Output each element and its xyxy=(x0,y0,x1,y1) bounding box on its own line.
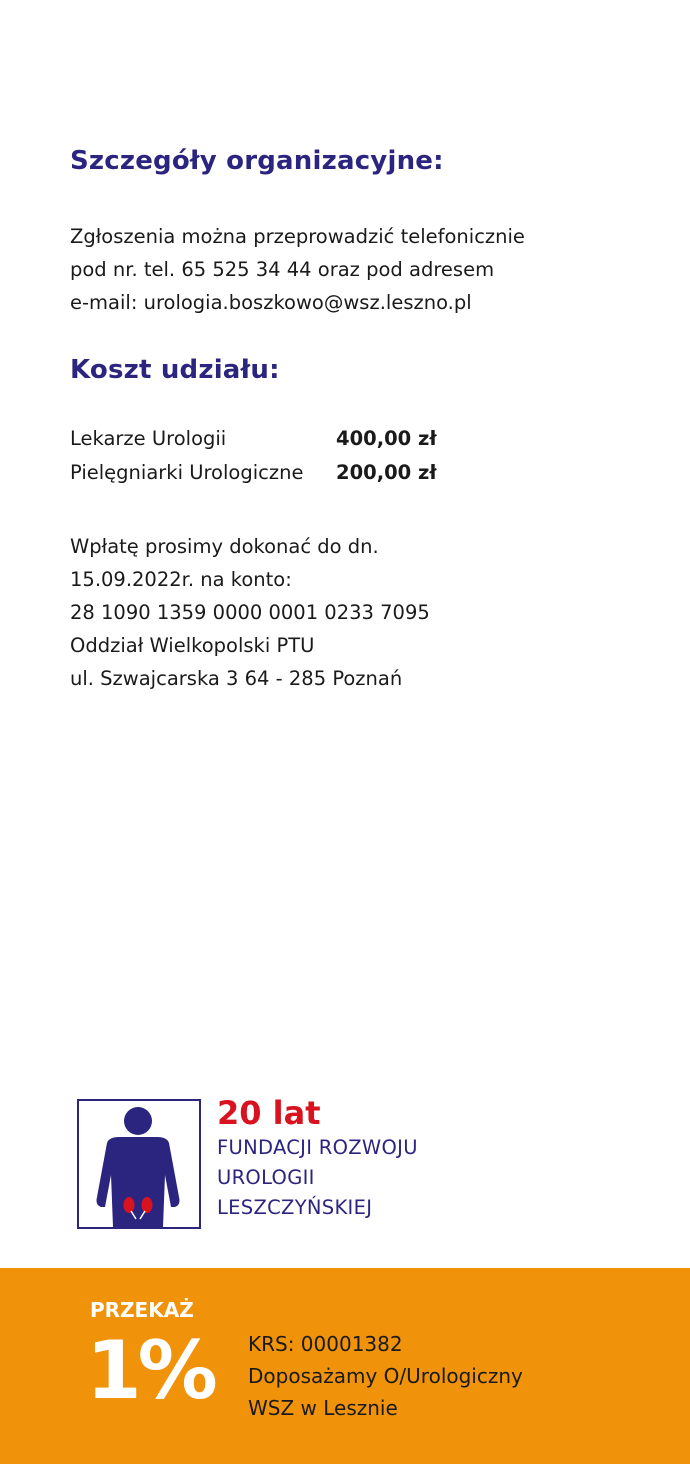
payment-line: ul. Szwajcarska 3 64 - 285 Poznań xyxy=(70,667,403,690)
footer-line: WSZ w Lesznie xyxy=(248,1396,398,1420)
human-figure-kidneys-icon xyxy=(79,1101,199,1227)
payment-line: 15.09.2022r. na konto: xyxy=(70,568,292,591)
cost-label: Pielęgniarki Urologiczne xyxy=(70,461,304,484)
przekaz-label: PRZEKAŻ xyxy=(90,1298,194,1322)
organizational-text xyxy=(70,220,525,319)
foundation-line: LESZCZYŃSKIEJ xyxy=(217,1196,373,1219)
foundation-logo xyxy=(77,1099,201,1229)
krs-line: KRS: 00001382 xyxy=(248,1332,403,1356)
payment-text xyxy=(70,530,430,695)
cost-amount: 200,00 zł xyxy=(336,461,437,484)
organizational-line: Zgłoszenia można przeprowadzić telefonicznie xyxy=(70,225,525,248)
footer-line: Doposażamy O/Urologiczny xyxy=(248,1364,523,1388)
cost-amount: 400,00 zł xyxy=(336,427,437,450)
foundation-line: FUNDACJI ROZWOJU xyxy=(217,1136,418,1159)
percent-label: 1% xyxy=(86,1324,214,1417)
footer-banner xyxy=(0,1268,690,1464)
organizational-line: pod nr. tel. 65 525 34 44 oraz pod adresem xyxy=(70,258,495,281)
organizational-line: e-mail: urologia.boszkowo@wsz.leszno.pl xyxy=(70,291,472,314)
payment-line: 28 1090 1359 0000 0001 0233 7095 xyxy=(70,601,430,624)
cost-heading: Koszt udziału: xyxy=(70,355,280,385)
payment-line: Oddział Wielkopolski PTU xyxy=(70,634,315,657)
organizational-heading: Szczegóły organizacyjne: xyxy=(70,146,444,176)
cost-label: Lekarze Urologii xyxy=(70,427,227,450)
cost-row xyxy=(70,461,490,495)
foundation-title: 20 lat xyxy=(217,1094,321,1132)
cost-row xyxy=(70,427,490,461)
foundation-line: UROLOGII xyxy=(217,1166,315,1189)
payment-line: Wpłatę prosimy dokonać do dn. xyxy=(70,535,379,558)
